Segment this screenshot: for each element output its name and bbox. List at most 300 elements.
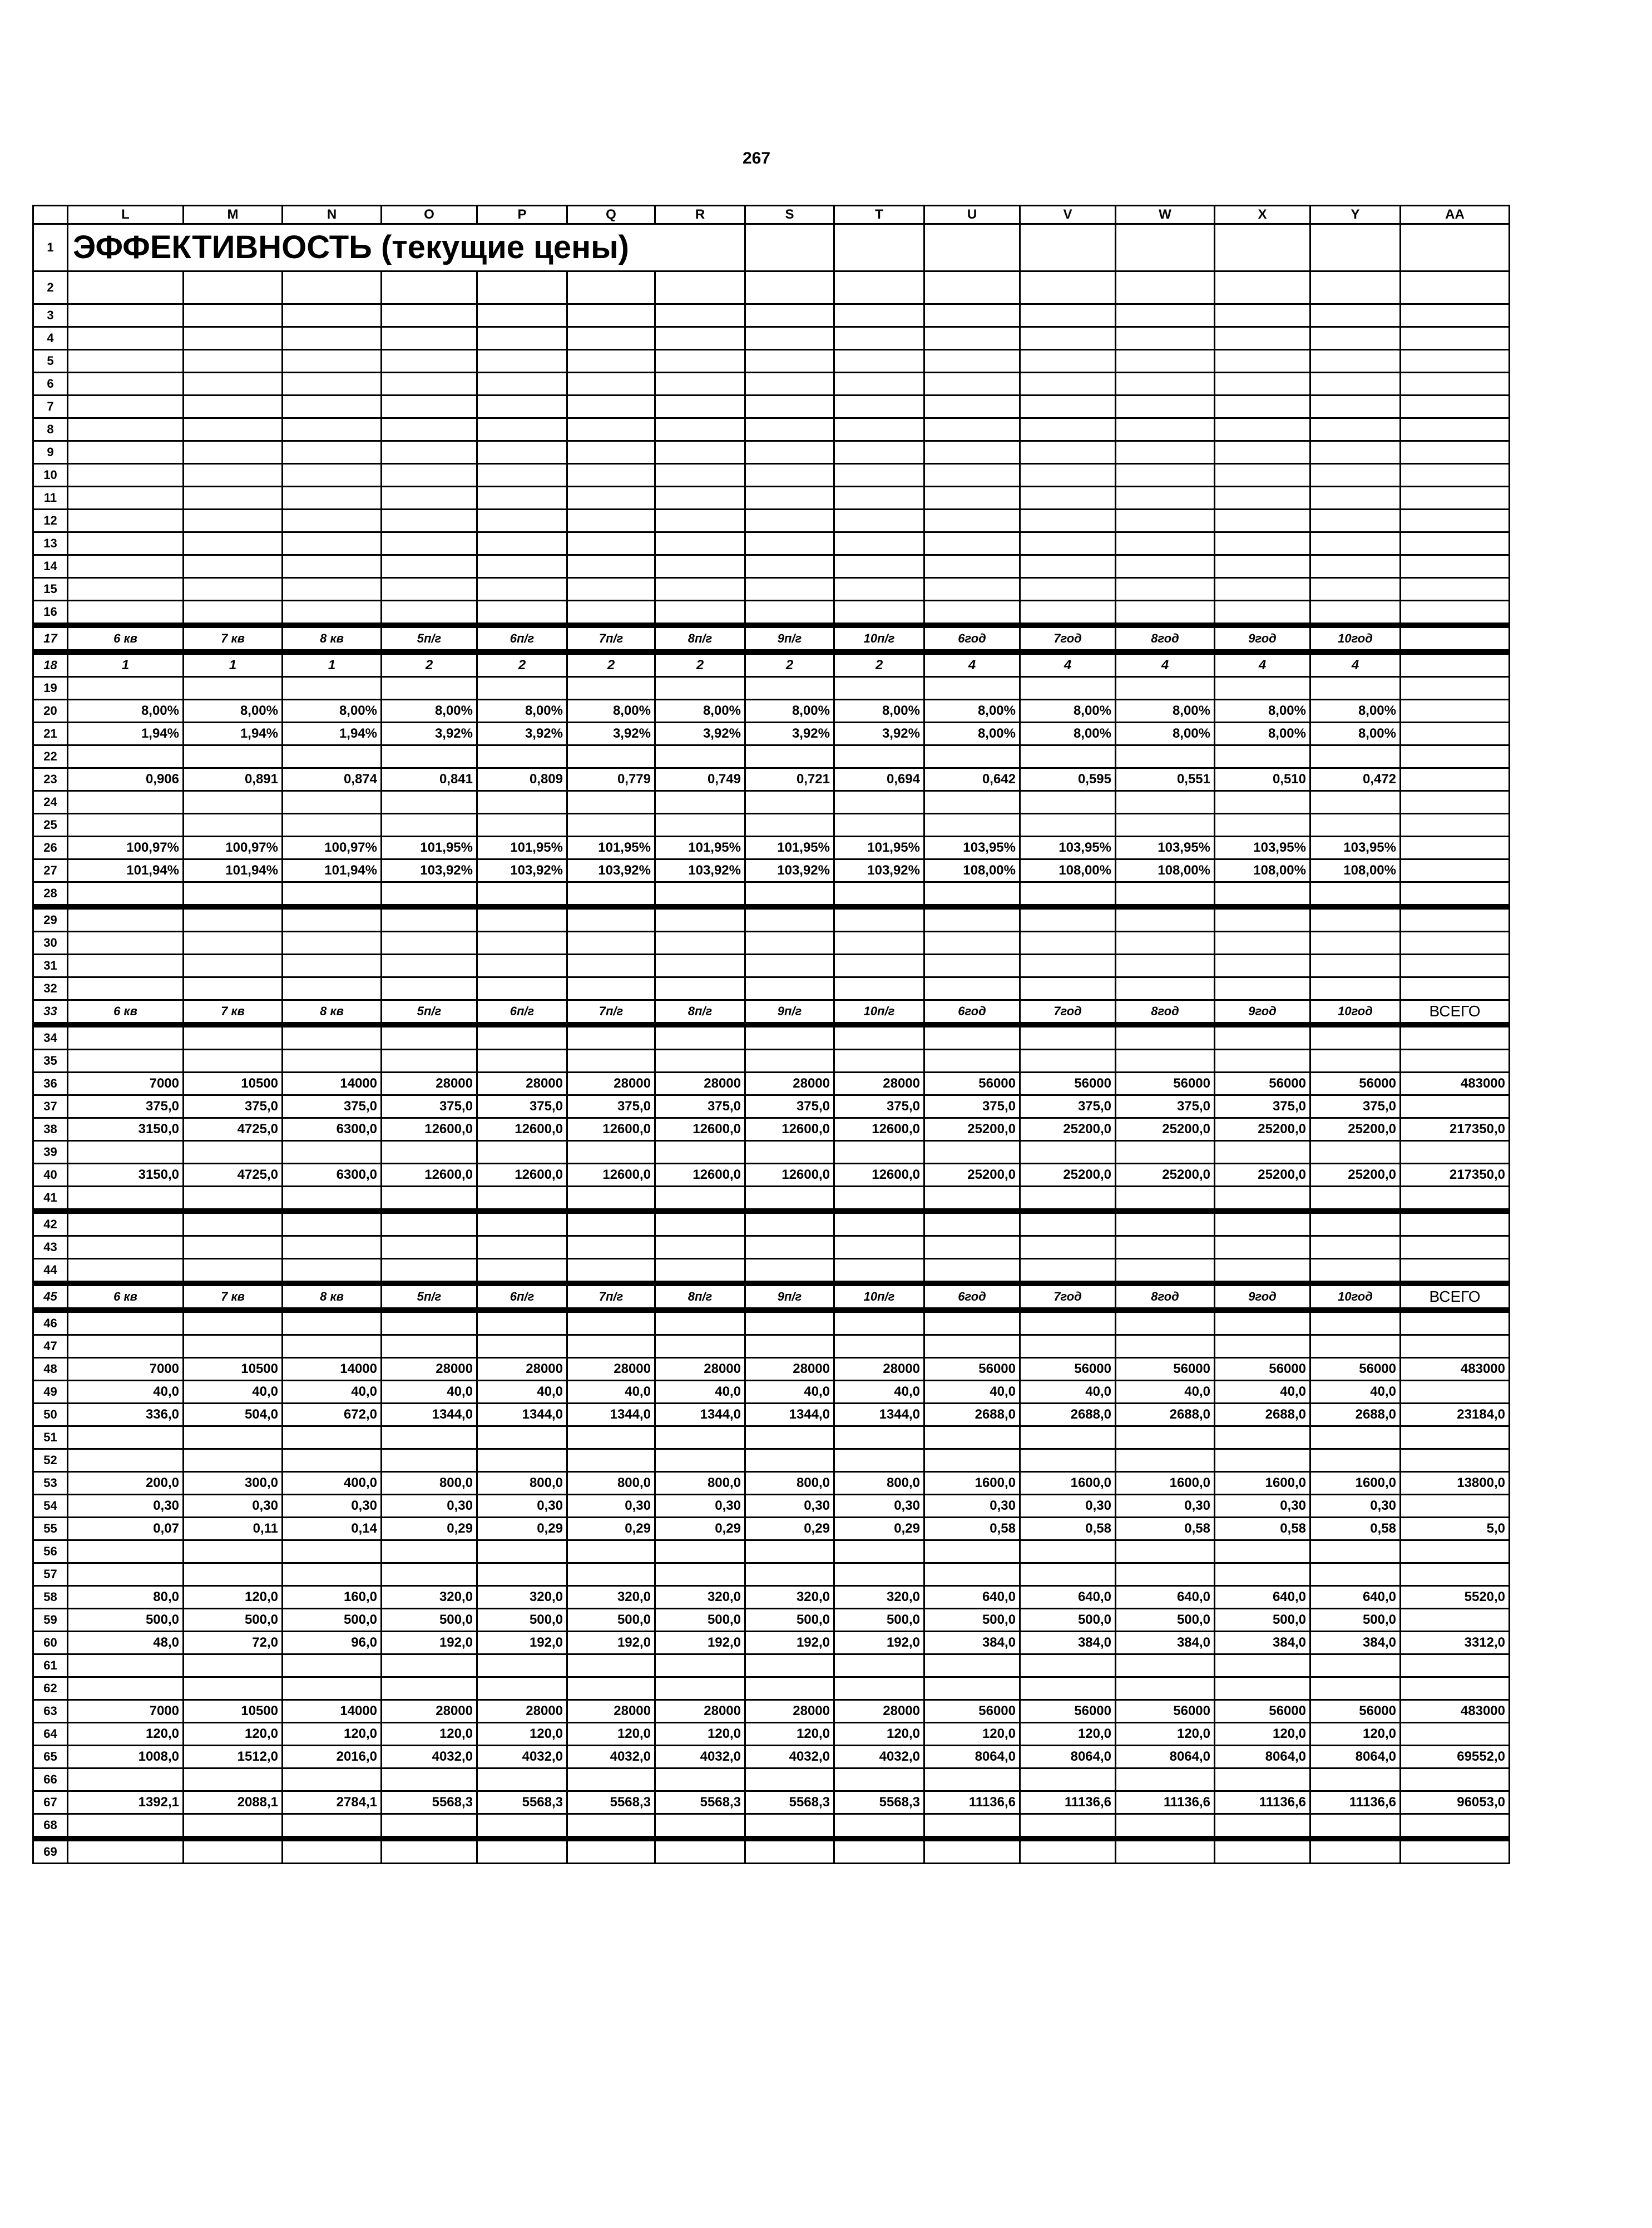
cell[interactable] — [1116, 1814, 1215, 1839]
cell[interactable] — [745, 814, 834, 837]
cell[interactable]: 8,00% — [1116, 723, 1215, 745]
cell[interactable] — [834, 1426, 924, 1449]
cell[interactable] — [1116, 1259, 1215, 1284]
cell[interactable]: 12600,0 — [834, 1118, 924, 1141]
cell[interactable] — [477, 327, 567, 350]
cell[interactable] — [184, 555, 283, 578]
cell[interactable] — [68, 1310, 184, 1335]
cell[interactable]: 8год — [1116, 1000, 1215, 1025]
cell[interactable] — [68, 510, 184, 532]
cell[interactable] — [1116, 304, 1215, 327]
cell[interactable] — [283, 271, 382, 304]
cell[interactable] — [1116, 955, 1215, 977]
cell[interactable]: 320,0 — [382, 1586, 477, 1609]
cell[interactable]: 375,0 — [283, 1095, 382, 1118]
cell[interactable] — [477, 1236, 567, 1259]
cell[interactable]: 28000 — [567, 1073, 655, 1095]
cell[interactable] — [382, 882, 477, 907]
cell[interactable]: 1600,0 — [1215, 1472, 1310, 1495]
cell[interactable]: 5п/г — [382, 1283, 477, 1310]
cell[interactable]: 0,30 — [567, 1495, 655, 1518]
cell[interactable] — [1020, 373, 1116, 396]
cell[interactable]: 3312,0 — [1401, 1632, 1510, 1654]
cell[interactable] — [1310, 1563, 1401, 1586]
cell[interactable]: 2688,0 — [1020, 1404, 1116, 1426]
cell[interactable]: 0,29 — [655, 1518, 745, 1540]
cell[interactable]: 56000 — [924, 1700, 1020, 1723]
cell[interactable]: 1344,0 — [477, 1404, 567, 1426]
cell[interactable] — [924, 1426, 1020, 1449]
cell[interactable] — [745, 350, 834, 373]
cell[interactable] — [283, 791, 382, 814]
cell[interactable]: 0,30 — [1310, 1495, 1401, 1518]
cell[interactable]: 0,906 — [68, 768, 184, 791]
cell[interactable] — [283, 418, 382, 441]
row-number[interactable]: 60 — [33, 1632, 68, 1654]
cell[interactable] — [1401, 1609, 1510, 1632]
row-number[interactable]: 42 — [33, 1211, 68, 1236]
cell[interactable] — [283, 1050, 382, 1073]
cell[interactable]: 101,94% — [68, 859, 184, 882]
cell[interactable]: 0,809 — [477, 768, 567, 791]
cell[interactable] — [745, 396, 834, 418]
cell[interactable]: 0,595 — [1020, 768, 1116, 791]
cell[interactable] — [1401, 791, 1510, 814]
row-number[interactable]: 26 — [33, 837, 68, 859]
cell[interactable] — [567, 1563, 655, 1586]
cell[interactable] — [1401, 1768, 1510, 1791]
row-number[interactable]: 58 — [33, 1586, 68, 1609]
cell[interactable]: 9п/г — [745, 1000, 834, 1025]
cell[interactable]: 0,58 — [1215, 1518, 1310, 1540]
cell[interactable] — [1401, 1540, 1510, 1563]
cell[interactable] — [68, 578, 184, 601]
cell[interactable] — [184, 1563, 283, 1586]
cell[interactable] — [1116, 1449, 1215, 1472]
cell[interactable] — [834, 601, 924, 626]
cell[interactable]: 9год — [1215, 1283, 1310, 1310]
cell[interactable]: 0,29 — [834, 1518, 924, 1540]
cell[interactable] — [382, 1310, 477, 1335]
cell[interactable]: 160,0 — [283, 1586, 382, 1609]
cell[interactable] — [382, 791, 477, 814]
cell[interactable]: 375,0 — [834, 1095, 924, 1118]
cell[interactable]: 14000 — [283, 1700, 382, 1723]
cell[interactable]: 8064,0 — [924, 1746, 1020, 1768]
cell[interactable] — [1020, 745, 1116, 768]
cell[interactable]: 56000 — [1116, 1073, 1215, 1095]
cell[interactable] — [1116, 1187, 1215, 1212]
cell[interactable] — [1310, 955, 1401, 977]
cell[interactable] — [68, 1677, 184, 1700]
cell[interactable]: 103,95% — [1116, 837, 1215, 859]
cell[interactable] — [1310, 464, 1401, 487]
cell[interactable]: 320,0 — [655, 1586, 745, 1609]
cell[interactable] — [745, 1141, 834, 1164]
cell[interactable] — [68, 1540, 184, 1563]
cell[interactable]: 384,0 — [924, 1632, 1020, 1654]
cell[interactable] — [1310, 932, 1401, 955]
cell[interactable] — [283, 1259, 382, 1284]
cell[interactable] — [567, 745, 655, 768]
cell[interactable] — [924, 977, 1020, 1000]
cell[interactable]: 0,58 — [1020, 1518, 1116, 1540]
cell[interactable] — [1401, 768, 1510, 791]
cell[interactable] — [1401, 814, 1510, 837]
cell[interactable] — [1116, 396, 1215, 418]
cell[interactable]: 120,0 — [745, 1723, 834, 1746]
cell[interactable] — [477, 350, 567, 373]
cell[interactable]: 56000 — [1215, 1358, 1310, 1381]
cell[interactable]: 101,94% — [184, 859, 283, 882]
cell[interactable]: 800,0 — [834, 1472, 924, 1495]
cell[interactable] — [655, 1426, 745, 1449]
cell[interactable]: 12600,0 — [477, 1164, 567, 1187]
cell[interactable]: 120,0 — [1215, 1723, 1310, 1746]
cell[interactable]: 2 — [477, 652, 567, 677]
cell[interactable]: 56000 — [1215, 1073, 1310, 1095]
cell[interactable]: 108,00% — [1020, 859, 1116, 882]
cell[interactable] — [745, 1187, 834, 1212]
cell[interactable]: 8 кв — [283, 1283, 382, 1310]
cell[interactable]: 2016,0 — [283, 1746, 382, 1768]
cell[interactable] — [477, 373, 567, 396]
cell[interactable]: 28000 — [745, 1358, 834, 1381]
cell[interactable]: 28000 — [745, 1073, 834, 1095]
row-number[interactable]: 22 — [33, 745, 68, 768]
cell[interactable] — [924, 350, 1020, 373]
cell[interactable] — [834, 1449, 924, 1472]
cell[interactable]: 8п/г — [655, 625, 745, 652]
cell[interactable] — [655, 464, 745, 487]
cell[interactable] — [567, 907, 655, 932]
cell[interactable] — [382, 373, 477, 396]
cell[interactable] — [1215, 1335, 1310, 1358]
cell[interactable] — [1310, 601, 1401, 626]
cell[interactable] — [567, 882, 655, 907]
cell[interactable] — [655, 907, 745, 932]
cell[interactable]: 1392,1 — [68, 1791, 184, 1814]
cell[interactable]: 0,30 — [68, 1495, 184, 1518]
cell[interactable] — [184, 441, 283, 464]
row-number[interactable]: 13 — [33, 532, 68, 555]
cell[interactable]: 28000 — [567, 1358, 655, 1381]
cell[interactable] — [283, 350, 382, 373]
cell[interactable] — [1401, 723, 1510, 745]
cell[interactable] — [924, 1654, 1020, 1677]
cell[interactable] — [924, 441, 1020, 464]
cell[interactable]: 336,0 — [68, 1404, 184, 1426]
cell[interactable] — [745, 745, 834, 768]
cell[interactable] — [1215, 601, 1310, 626]
cell[interactable] — [655, 487, 745, 510]
cell[interactable] — [68, 1025, 184, 1050]
cell[interactable] — [1215, 350, 1310, 373]
cell[interactable]: 6300,0 — [283, 1164, 382, 1187]
cell[interactable] — [1401, 1654, 1510, 1677]
cell[interactable] — [1401, 510, 1510, 532]
cell[interactable]: 103,95% — [1020, 837, 1116, 859]
cell[interactable] — [567, 1187, 655, 1212]
cell[interactable] — [1310, 532, 1401, 555]
cell[interactable]: 28000 — [477, 1073, 567, 1095]
cell[interactable] — [382, 578, 477, 601]
cell[interactable] — [1020, 418, 1116, 441]
cell[interactable] — [567, 1141, 655, 1164]
cell[interactable] — [1310, 1259, 1401, 1284]
cell[interactable] — [1020, 1563, 1116, 1586]
cell[interactable]: 384,0 — [1215, 1632, 1310, 1654]
cell[interactable] — [1401, 1187, 1510, 1212]
cell[interactable] — [1215, 1814, 1310, 1839]
row-number[interactable]: 69 — [33, 1839, 68, 1864]
cell[interactable]: 217350,0 — [1401, 1164, 1510, 1187]
cell[interactable]: 96053,0 — [1401, 1791, 1510, 1814]
row-number[interactable]: 20 — [33, 700, 68, 723]
cell[interactable] — [184, 271, 283, 304]
cell[interactable]: 40,0 — [1020, 1381, 1116, 1404]
cell[interactable]: 0,30 — [1215, 1495, 1310, 1518]
cell[interactable] — [567, 601, 655, 626]
cell[interactable] — [745, 1814, 834, 1839]
cell[interactable]: 1344,0 — [382, 1404, 477, 1426]
cell[interactable] — [382, 1211, 477, 1236]
cell[interactable] — [1116, 677, 1215, 700]
cell[interactable]: 25200,0 — [1020, 1118, 1116, 1141]
cell[interactable] — [1310, 882, 1401, 907]
cell[interactable]: 7год — [1020, 1283, 1116, 1310]
cell[interactable] — [477, 791, 567, 814]
cell[interactable]: 375,0 — [68, 1095, 184, 1118]
cell[interactable] — [382, 350, 477, 373]
cell[interactable] — [834, 327, 924, 350]
cell[interactable]: 8 кв — [283, 1000, 382, 1025]
cell[interactable] — [1401, 700, 1510, 723]
cell[interactable]: 96,0 — [283, 1632, 382, 1654]
cell[interactable] — [382, 677, 477, 700]
cell[interactable]: 10год — [1310, 1283, 1401, 1310]
cell[interactable] — [1020, 1677, 1116, 1700]
cell[interactable] — [283, 882, 382, 907]
cell[interactable] — [1020, 1259, 1116, 1284]
cell[interactable]: 56000 — [1310, 1700, 1401, 1723]
cell[interactable] — [567, 1335, 655, 1358]
cell[interactable] — [745, 882, 834, 907]
cell[interactable]: 800,0 — [567, 1472, 655, 1495]
cell[interactable] — [1116, 1839, 1215, 1864]
cell[interactable] — [184, 977, 283, 1000]
cell[interactable] — [184, 1211, 283, 1236]
cell[interactable]: 2688,0 — [1310, 1404, 1401, 1426]
cell[interactable] — [184, 532, 283, 555]
cell[interactable] — [567, 1236, 655, 1259]
cell[interactable]: 8,00% — [477, 700, 567, 723]
column-header[interactable]: U — [924, 206, 1020, 224]
cell[interactable] — [924, 1259, 1020, 1284]
cell[interactable] — [1116, 1426, 1215, 1449]
row-number[interactable]: 47 — [33, 1335, 68, 1358]
cell[interactable] — [567, 1310, 655, 1335]
cell[interactable]: 12600,0 — [567, 1164, 655, 1187]
cell[interactable] — [1020, 1540, 1116, 1563]
row-number[interactable]: 8 — [33, 418, 68, 441]
cell[interactable]: 2688,0 — [924, 1404, 1020, 1426]
cell[interactable]: 0,721 — [745, 768, 834, 791]
column-header[interactable]: Y — [1310, 206, 1401, 224]
cell[interactable] — [567, 932, 655, 955]
cell[interactable]: 56000 — [1215, 1700, 1310, 1723]
cell[interactable]: 56000 — [1020, 1358, 1116, 1381]
cell[interactable] — [655, 1449, 745, 1472]
cell[interactable]: 500,0 — [834, 1609, 924, 1632]
cell[interactable]: 25200,0 — [1310, 1118, 1401, 1141]
cell[interactable] — [655, 1211, 745, 1236]
cell[interactable]: 120,0 — [1310, 1723, 1401, 1746]
cell[interactable]: 28000 — [745, 1700, 834, 1723]
cell[interactable] — [567, 555, 655, 578]
cell[interactable]: 8,00% — [567, 700, 655, 723]
cell[interactable] — [382, 1768, 477, 1791]
cell[interactable] — [834, 1677, 924, 1700]
cell[interactable]: 40,0 — [184, 1381, 283, 1404]
cell[interactable]: 28000 — [477, 1358, 567, 1381]
cell[interactable]: 384,0 — [1310, 1632, 1401, 1654]
column-header[interactable]: O — [382, 206, 477, 224]
row-number[interactable]: 38 — [33, 1118, 68, 1141]
cell[interactable] — [68, 932, 184, 955]
cell[interactable] — [1310, 1768, 1401, 1791]
cell[interactable] — [655, 532, 745, 555]
cell[interactable] — [924, 487, 1020, 510]
cell[interactable]: 0,30 — [1116, 1495, 1215, 1518]
cell[interactable] — [655, 977, 745, 1000]
cell[interactable]: 103,92% — [477, 859, 567, 882]
cell[interactable] — [1116, 510, 1215, 532]
cell[interactable] — [1310, 418, 1401, 441]
cell[interactable] — [834, 791, 924, 814]
cell[interactable] — [477, 1449, 567, 1472]
row-number[interactable]: 4 — [33, 327, 68, 350]
cell[interactable] — [184, 510, 283, 532]
column-header[interactable]: W — [1116, 206, 1215, 224]
cell[interactable]: 103,92% — [745, 859, 834, 882]
cell[interactable] — [745, 1025, 834, 1050]
cell[interactable] — [1020, 1310, 1116, 1335]
cell[interactable] — [68, 1141, 184, 1164]
row-number[interactable]: 68 — [33, 1814, 68, 1839]
cell[interactable] — [834, 1814, 924, 1839]
cell[interactable]: 7000 — [68, 1358, 184, 1381]
cell[interactable] — [1215, 1540, 1310, 1563]
cell[interactable] — [1310, 304, 1401, 327]
cell[interactable] — [1401, 464, 1510, 487]
cell[interactable] — [1116, 1335, 1215, 1358]
column-header[interactable]: V — [1020, 206, 1116, 224]
cell[interactable]: 25200,0 — [924, 1118, 1020, 1141]
cell[interactable] — [1215, 814, 1310, 837]
cell[interactable]: 0,29 — [745, 1518, 834, 1540]
cell[interactable] — [1215, 1141, 1310, 1164]
cell[interactable] — [1215, 882, 1310, 907]
cell[interactable] — [1310, 907, 1401, 932]
cell[interactable] — [283, 1768, 382, 1791]
cell[interactable] — [1020, 791, 1116, 814]
cell[interactable]: 8,00% — [382, 700, 477, 723]
cell[interactable] — [1020, 1211, 1116, 1236]
cell[interactable]: 192,0 — [382, 1632, 477, 1654]
cell[interactable] — [1215, 464, 1310, 487]
cell[interactable] — [1020, 350, 1116, 373]
row-number[interactable]: 44 — [33, 1259, 68, 1284]
cell[interactable]: 69552,0 — [1401, 1746, 1510, 1768]
cell[interactable]: 0,551 — [1116, 768, 1215, 791]
cell[interactable] — [924, 532, 1020, 555]
cell[interactable] — [477, 1814, 567, 1839]
cell[interactable]: 103,92% — [655, 859, 745, 882]
cell[interactable]: 8,00% — [924, 700, 1020, 723]
cell[interactable] — [834, 977, 924, 1000]
row-number[interactable]: 56 — [33, 1540, 68, 1563]
row-number[interactable]: 48 — [33, 1358, 68, 1381]
cell[interactable] — [834, 510, 924, 532]
cell[interactable]: 640,0 — [1215, 1586, 1310, 1609]
cell[interactable] — [834, 1335, 924, 1358]
cell[interactable] — [1215, 396, 1310, 418]
cell[interactable] — [184, 487, 283, 510]
row-number[interactable]: 16 — [33, 601, 68, 626]
cell[interactable]: 8,00% — [924, 723, 1020, 745]
cell[interactable] — [184, 1540, 283, 1563]
cell[interactable]: 0,58 — [1310, 1518, 1401, 1540]
cell[interactable]: 0,874 — [283, 768, 382, 791]
cell[interactable]: 500,0 — [745, 1609, 834, 1632]
cell[interactable]: 6год — [924, 1283, 1020, 1310]
cell[interactable] — [382, 601, 477, 626]
cell[interactable] — [1401, 350, 1510, 373]
cell[interactable] — [283, 1449, 382, 1472]
cell[interactable] — [1310, 1025, 1401, 1050]
cell[interactable] — [567, 1025, 655, 1050]
cell[interactable] — [834, 1259, 924, 1284]
row-number[interactable]: 28 — [33, 882, 68, 907]
cell[interactable] — [567, 1259, 655, 1284]
cell[interactable] — [382, 907, 477, 932]
cell[interactable]: 40,0 — [655, 1381, 745, 1404]
cell[interactable] — [655, 932, 745, 955]
cell[interactable] — [924, 1050, 1020, 1073]
row-number[interactable]: 51 — [33, 1426, 68, 1449]
cell[interactable]: 500,0 — [1310, 1609, 1401, 1632]
cell[interactable]: 2 — [382, 652, 477, 677]
cell[interactable]: 56000 — [1116, 1700, 1215, 1723]
cell[interactable] — [283, 932, 382, 955]
row-number[interactable]: 34 — [33, 1025, 68, 1050]
cell[interactable] — [834, 1187, 924, 1212]
cell[interactable] — [1215, 1677, 1310, 1700]
cell[interactable] — [1401, 625, 1510, 652]
cell[interactable] — [1401, 1025, 1510, 1050]
cell[interactable] — [924, 791, 1020, 814]
cell[interactable] — [745, 441, 834, 464]
cell[interactable]: 6п/г — [477, 625, 567, 652]
cell[interactable] — [382, 1426, 477, 1449]
cell[interactable] — [834, 487, 924, 510]
cell[interactable]: 1600,0 — [1116, 1472, 1215, 1495]
cell[interactable]: 5520,0 — [1401, 1586, 1510, 1609]
cell[interactable]: 192,0 — [567, 1632, 655, 1654]
cell[interactable]: 28000 — [655, 1358, 745, 1381]
cell[interactable]: 375,0 — [655, 1095, 745, 1118]
